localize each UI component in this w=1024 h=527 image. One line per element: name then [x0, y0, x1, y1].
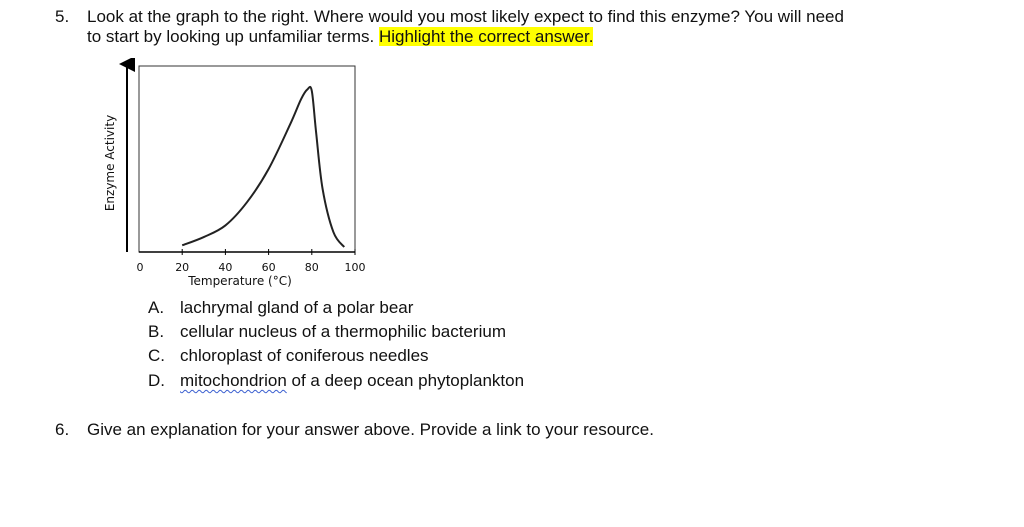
option-letter: B.: [148, 322, 165, 341]
x-tick-label: 100: [344, 261, 366, 274]
option-text: lachrymal gland of a polar bear: [180, 298, 414, 317]
answer-option[interactable]: [180, 346, 429, 366]
x-axis-label: Temperature (°C): [188, 274, 292, 288]
x-tick-label: 80: [304, 261, 319, 274]
question-5-line-2: [87, 27, 593, 47]
question-5-line-2-text: to start by looking up unfamiliar terms.: [87, 27, 379, 46]
answer-option[interactable]: [180, 298, 413, 318]
question-5-line-1: Look at the graph to the right. Where would you most likely expect to find this enzyme? You will need: [87, 7, 844, 26]
option-letter: C.: [148, 346, 165, 365]
x-tick-label: 20: [175, 261, 190, 274]
option-text: chloroplast of coniferous needles: [180, 346, 429, 365]
plot-frame: [139, 66, 355, 252]
x-tick-label: 40: [218, 261, 233, 274]
enzyme-activity-chart: [90, 58, 390, 298]
option-text-rest: of a deep ocean phytoplankton: [286, 371, 525, 390]
option-text: mitochondrion: [180, 371, 287, 390]
question-6-text: Give an explanation for your answer above. Provide a link to your resource.: [87, 420, 654, 439]
highlighted-instruction: Highlight the correct answer.: [378, 27, 594, 46]
answer-option[interactable]: [180, 322, 506, 342]
x-tick-label: 0: [136, 261, 144, 274]
question-5-number: 5.: [55, 7, 70, 26]
y-axis-label: Enzyme Activity: [103, 114, 117, 212]
option-text: cellular nucleus of a thermophilic bacterium: [180, 322, 506, 341]
question-6-number: 6.: [55, 420, 70, 439]
answer-option[interactable]: [180, 371, 524, 391]
option-letter: D.: [148, 371, 165, 390]
x-tick-label: 60: [261, 261, 276, 274]
option-letter: A.: [148, 298, 165, 317]
enzyme-activity-curve: [182, 87, 344, 247]
